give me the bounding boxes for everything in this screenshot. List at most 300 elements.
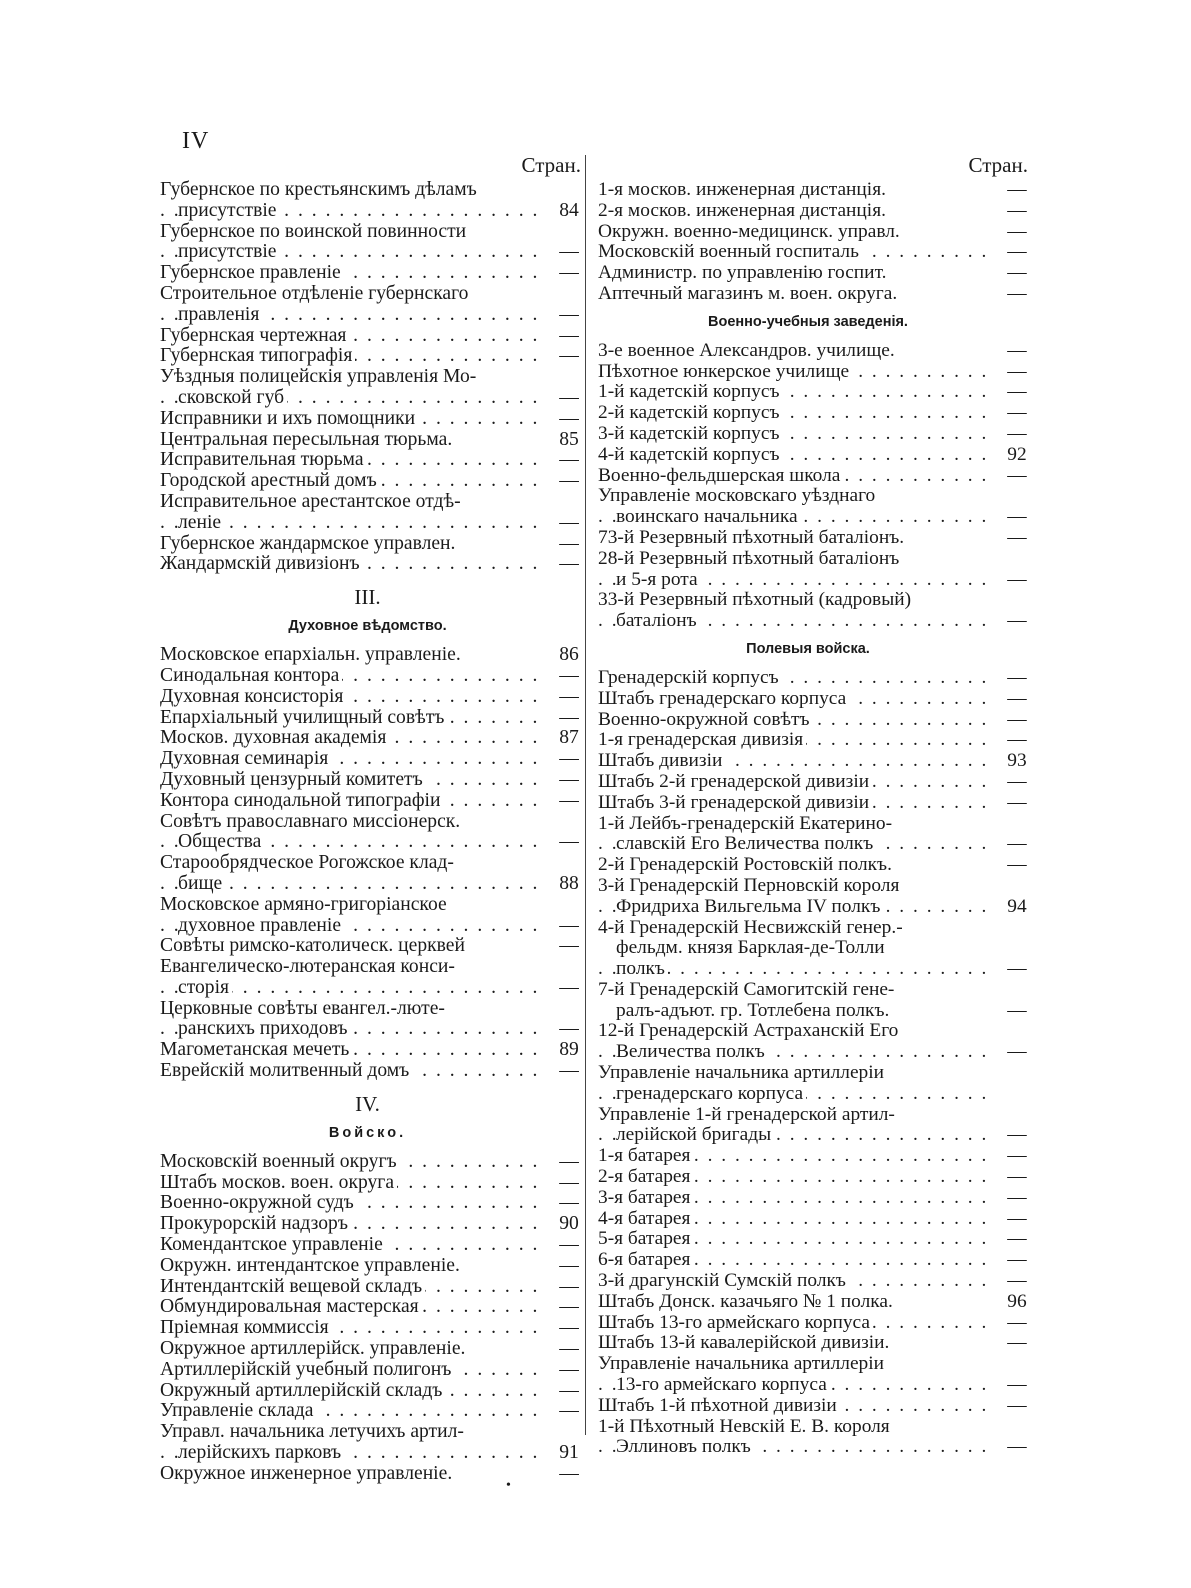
entry-text: Московскій военный госпиталь <box>598 242 862 262</box>
entry-text: 3-й Гренадерскій Перновскій короля <box>598 875 902 896</box>
entry-text: 1-й Лейбъ-гренадерскій Екатерино- <box>598 813 895 834</box>
entry-title <box>160 957 543 999</box>
entry-text: Контора синодальной типографіи <box>160 791 443 811</box>
entry-title <box>160 1040 543 1061</box>
index-entry <box>598 1249 1027 1271</box>
entry-text: Штабъ москов. воен. округа <box>160 1173 397 1193</box>
entry-line <box>598 611 994 632</box>
page-ref: — <box>559 241 579 263</box>
page-ref: 90 <box>559 1213 579 1235</box>
entry-text: Центральная пересыльная тюрьма. <box>160 430 455 450</box>
page-ref: — <box>559 1171 579 1193</box>
entry-title <box>598 1146 994 1167</box>
index-entry <box>598 791 1027 814</box>
entry-text: Исправники и ихъ помощники <box>160 409 418 429</box>
page-ref: — <box>1007 381 1027 403</box>
entry-text: 13-го армейскаго корпуса <box>616 1375 830 1395</box>
entry-title <box>598 403 994 424</box>
index-entry <box>160 893 579 937</box>
index-entry <box>160 1192 579 1214</box>
entry-line <box>598 1021 994 1042</box>
entry-title <box>598 549 994 591</box>
page-ref: — <box>1007 262 1027 284</box>
entry-title <box>160 791 543 812</box>
page-ref: — <box>1007 729 1027 751</box>
entry-text: 28-й Резервный пѣхотный баталіонъ <box>598 548 902 569</box>
entry-line <box>598 1125 994 1146</box>
index-entry <box>160 1234 579 1256</box>
entry-text: Духовная семинарія <box>160 749 331 769</box>
entry-title <box>160 728 543 749</box>
entry-line <box>160 492 543 513</box>
entry-text: Московское епархіальн. управленіе. <box>160 645 464 665</box>
entry-title <box>598 1292 994 1313</box>
entry-text: 33-й Резервный пѣхотный (кадровый) <box>598 589 914 610</box>
entry-text: лерійскихъ парковъ <box>178 1443 344 1463</box>
page-ref: — <box>559 789 579 811</box>
entry-title <box>598 1333 994 1354</box>
entry-text: сковской губ <box>178 388 287 408</box>
entry-text: Еврейскій молитвенный домъ <box>160 1061 412 1081</box>
entry-title <box>598 1188 994 1209</box>
section-heading: Полевыя войска. <box>746 640 870 657</box>
page-ref: — <box>1007 402 1027 424</box>
entry-text: Старообрядческое Рогожское клад- <box>160 852 457 873</box>
entry-title <box>160 812 543 854</box>
entry-title <box>598 980 994 1022</box>
page-ref: — <box>559 706 579 728</box>
entry-text: славскій Его Величества полкъ <box>616 834 876 854</box>
entry-title <box>160 1277 543 1298</box>
page-ref: — <box>559 532 579 554</box>
entry-text: 6-я батарея <box>598 1250 693 1270</box>
entry-text: Губернское правленіе <box>160 263 344 283</box>
entry-text: сторія <box>178 978 232 998</box>
entry-title <box>598 466 994 487</box>
page-column-label: Стран. <box>521 153 581 177</box>
entry-text: 3-я батарея <box>598 1188 693 1208</box>
entry-title <box>160 1297 543 1318</box>
entry-title <box>598 1063 994 1105</box>
index-entry <box>160 685 579 708</box>
page-ref: — <box>559 262 579 284</box>
entry-text: Окружн. военно-медицинск. управл. <box>598 222 903 242</box>
entry-title <box>598 382 994 403</box>
right-index-list <box>598 179 1027 1458</box>
entry-text: 4-й Гренадерскій Несвижскій генер.- <box>598 917 906 938</box>
index-entry <box>160 179 579 222</box>
page-ref: — <box>1007 241 1027 263</box>
entry-line <box>160 874 543 895</box>
page-ref: — <box>1007 1207 1027 1229</box>
page-ref: — <box>1007 1249 1027 1271</box>
index-entry <box>598 666 1027 689</box>
entry-title <box>160 471 543 492</box>
entry-text: Военно-окружной судъ <box>160 1193 357 1213</box>
entry-line <box>598 980 994 1001</box>
page-ref: 87 <box>559 727 579 749</box>
entry-title <box>160 1193 543 1214</box>
entry-title <box>160 284 543 326</box>
entry-title <box>598 341 994 362</box>
entry-text: Величества полкъ <box>616 1042 768 1062</box>
entry-line <box>160 812 543 833</box>
index-entry <box>598 547 1027 591</box>
entry-text: Епархіальный училищный совѣтъ <box>160 708 447 728</box>
entry-text: Москов. духовная академія <box>160 728 389 748</box>
entry-title <box>598 855 994 876</box>
entry-line <box>598 1354 994 1375</box>
entry-title <box>160 999 543 1041</box>
page-ref: — <box>1007 833 1027 855</box>
entry-text: Церковные совѣты евангел.-люте- <box>160 998 448 1019</box>
entry-text: Штабъ гренадерскаго корпуса <box>598 689 849 709</box>
entry-title <box>598 486 994 528</box>
entry-line <box>160 916 543 937</box>
entry-title <box>598 918 994 980</box>
index-entry <box>598 812 1027 856</box>
index-entry <box>598 464 1027 487</box>
entry-line <box>160 305 543 326</box>
entry-text: Обмундировальная мастерская <box>160 1297 422 1317</box>
entry-title <box>598 1354 994 1396</box>
entry-title <box>598 1209 994 1230</box>
entry-text: леніе <box>178 513 224 533</box>
page-ref: — <box>1007 999 1027 1021</box>
section-heading: Военно-учебныя заведенія. <box>708 313 908 330</box>
index-entry <box>160 956 579 999</box>
entry-text: Московское армяно-григоріанское <box>160 894 450 915</box>
index-entry <box>598 708 1027 731</box>
page-ref: — <box>559 685 579 707</box>
entry-line <box>598 1084 994 1105</box>
page-ref: 89 <box>559 1039 579 1061</box>
index-entry <box>598 339 1027 362</box>
page-ref: 91 <box>559 1442 579 1464</box>
entry-text: Штабъ 1-й пѣхотной дивизіи <box>598 1396 840 1416</box>
entry-text: Артиллерійскій учебный полигонъ <box>160 1360 454 1380</box>
page-ref: — <box>1007 791 1027 813</box>
page-ref: — <box>1007 360 1027 382</box>
entry-title <box>160 1360 543 1381</box>
index-entry <box>598 1228 1027 1250</box>
entry-text: Евангелическо-лютеранская конси- <box>160 956 458 977</box>
page-ref: — <box>1007 1186 1027 1208</box>
entry-line <box>160 832 543 853</box>
entry-text: 1-я москов. инженерная дистанція. <box>598 180 889 200</box>
index-entry <box>160 282 579 326</box>
entry-title <box>598 362 994 383</box>
entry-line <box>160 1019 543 1040</box>
index-entry <box>598 1332 1027 1354</box>
page-ref: — <box>1007 1436 1027 1458</box>
page-ref: — <box>559 1358 579 1380</box>
entry-text: 2-й кадетскій корпусъ <box>598 403 782 423</box>
section-number: III. <box>354 585 381 610</box>
page-column-label: Стран. <box>968 153 1028 177</box>
entry-text: Исправительная тюрьма <box>160 450 367 470</box>
index-entry <box>160 1400 579 1422</box>
entry-line <box>160 999 543 1020</box>
index-entry <box>160 220 579 264</box>
index-entry <box>598 262 1027 284</box>
entry-line <box>160 180 543 201</box>
entry-text: Синодальная контора <box>160 666 342 686</box>
entry-title <box>160 687 543 708</box>
entry-text: Военно-окружной совѣтъ <box>598 710 813 730</box>
entry-title <box>160 180 543 222</box>
entry-line <box>160 388 543 409</box>
entry-text: духовное правленіе <box>178 916 344 936</box>
entry-text: Управл. начальника летучихъ артил- <box>160 1421 467 1442</box>
page-ref: — <box>1007 199 1027 221</box>
page-ref: — <box>1007 1145 1027 1167</box>
index-entry <box>160 1421 579 1464</box>
entry-line <box>160 957 543 978</box>
index-entry <box>598 687 1027 710</box>
index-entry <box>160 553 579 575</box>
index-entry <box>598 1166 1027 1188</box>
entry-text: Совѣтъ православнаго миссіонерск. <box>160 811 463 832</box>
print-mark: • <box>506 1478 511 1493</box>
index-entry <box>160 1254 579 1277</box>
entry-text: Губернская чертежная <box>160 326 349 346</box>
entry-title <box>160 222 543 264</box>
page-ref: — <box>559 470 579 492</box>
index-entry <box>160 1213 579 1235</box>
entry-title <box>598 528 994 549</box>
entry-title <box>160 1381 543 1402</box>
index-entry <box>598 1415 1027 1459</box>
index-entry <box>598 282 1027 305</box>
index-entry <box>598 1270 1027 1292</box>
index-entry <box>160 1150 579 1173</box>
entry-text: Окружное артиллерійск. управленіе. <box>160 1339 468 1359</box>
index-entry <box>160 470 579 492</box>
entry-text: 1-я батарея <box>598 1146 693 1166</box>
page-ref: — <box>1007 1041 1027 1063</box>
entry-text: Губернская типографія <box>160 346 355 366</box>
index-entry <box>598 220 1027 243</box>
index-entry <box>160 997 579 1041</box>
page-ref: — <box>559 1400 579 1422</box>
entry-title <box>598 751 994 772</box>
page-ref: 86 <box>559 644 579 666</box>
page-ref: — <box>1007 179 1027 200</box>
index-entry <box>598 199 1027 222</box>
entry-line <box>598 1437 994 1458</box>
entry-title <box>160 450 543 471</box>
entry-line <box>598 814 994 835</box>
page-ref: — <box>1007 1394 1027 1416</box>
entry-line <box>598 959 994 980</box>
entry-title <box>160 1152 543 1173</box>
entry-title <box>160 534 543 555</box>
entry-title <box>598 1105 994 1147</box>
entry-text: ранскихъ приходовъ <box>178 1019 350 1039</box>
entry-title <box>160 1173 543 1194</box>
entry-text: 3-е военное Александров. училище. <box>598 341 898 361</box>
page-ref: — <box>1007 610 1027 632</box>
section-number: IV. <box>355 1091 380 1116</box>
entry-line <box>598 1063 994 1084</box>
entry-text: ралъ-адъют. гр. Тотлебена полкъ. <box>616 1001 892 1021</box>
page-ref: — <box>559 1254 579 1276</box>
entry-title <box>160 554 543 575</box>
page-ref: — <box>559 664 579 686</box>
index-entry <box>160 428 579 451</box>
entry-title <box>598 1396 994 1417</box>
entry-title <box>598 180 994 201</box>
page-ref: — <box>559 511 579 533</box>
entry-text: Штабъ 13-й кавалерійской дивизіи. <box>598 1333 892 1353</box>
entry-title <box>160 1235 543 1256</box>
page-ref: — <box>1007 1374 1027 1396</box>
entry-text: Интендантскій вещевой складъ <box>160 1277 425 1297</box>
entry-text: 3-й кадетскій корпусъ <box>598 424 782 444</box>
entry-line <box>598 876 994 897</box>
page-ref: — <box>559 831 579 853</box>
entry-text: и 5-я рота <box>616 570 701 590</box>
right-column <box>598 150 1028 1458</box>
entry-title <box>598 1313 994 1334</box>
page-ref: — <box>559 1317 579 1339</box>
entry-text: Аптечный магазинъ м. воен. округа. <box>598 284 900 304</box>
entry-text: Губернское жандармское управлен. <box>160 534 458 554</box>
page-ref: 88 <box>559 872 579 894</box>
entry-title <box>160 936 543 957</box>
page-ref: — <box>559 324 579 346</box>
entry-text: баталіонъ <box>616 611 700 631</box>
entry-text: Уѣздныя полицейскія управленія Мо- <box>160 366 479 387</box>
entry-text: Губернское по воинской повинности <box>160 221 469 242</box>
section-heading: Войско. <box>328 1124 407 1141</box>
index-entry <box>598 770 1027 793</box>
entry-title <box>598 1229 994 1250</box>
entry-text: Окружное инженерное управленіе. <box>160 1464 455 1484</box>
index-entry <box>598 854 1027 876</box>
index-entry <box>160 727 579 749</box>
page-ref: — <box>559 407 579 429</box>
entry-text: Штабъ дивизіи <box>598 751 725 771</box>
page-ref: — <box>1007 687 1027 709</box>
entry-line <box>598 1375 994 1396</box>
index-entry <box>160 345 579 367</box>
entry-text: Духовный цензурный комитетъ <box>160 770 426 790</box>
page-ref: — <box>559 1296 579 1318</box>
index-entry <box>598 1311 1027 1334</box>
entry-title <box>598 242 994 263</box>
entry-text: 2-я москов. инженерная дистанція. <box>598 201 889 221</box>
entry-text: Московскій военный округъ <box>160 1152 400 1172</box>
index-entry <box>160 768 579 791</box>
entry-line <box>160 1422 543 1443</box>
page-ref: — <box>1007 464 1027 486</box>
entry-title <box>160 749 543 770</box>
page-ref: — <box>559 914 579 936</box>
entry-title <box>160 1214 543 1235</box>
entry-text: Прокурорскій надзоръ <box>160 1214 351 1234</box>
entry-text: 4-й кадетскій корпусъ <box>598 445 782 465</box>
entry-text: Комендантское управленіе <box>160 1235 386 1255</box>
page-ref: — <box>559 449 579 471</box>
index-entry <box>160 935 579 957</box>
index-entry <box>598 179 1027 201</box>
index-entry <box>160 1338 579 1360</box>
page-ref: 93 <box>1007 750 1027 772</box>
index-entry <box>598 241 1027 263</box>
index-entry <box>598 360 1027 383</box>
entry-text: Пѣхотное юнкерское училище <box>598 362 852 382</box>
entry-line <box>160 978 543 999</box>
entry-title <box>160 367 543 409</box>
entry-title <box>160 430 543 451</box>
entry-text: 1-й кадетскій корпусъ <box>598 382 782 402</box>
entry-title <box>598 876 994 918</box>
entry-title <box>598 1250 994 1271</box>
index-entry <box>160 490 579 534</box>
entry-title <box>160 1464 543 1485</box>
page-ref: — <box>559 303 579 325</box>
entry-text: Общества <box>178 832 264 852</box>
entry-text: 7-й Гренадерскій Самогитскій гене- <box>598 979 897 1000</box>
entry-text: Духовная консисторія <box>160 687 346 707</box>
index-entry <box>160 1296 579 1318</box>
entry-text: Гренадерскій корпусъ <box>598 668 782 688</box>
index-entry <box>598 916 1027 980</box>
page-ref: — <box>1007 854 1027 876</box>
page-ref: 96 <box>1007 1290 1027 1312</box>
index-entry <box>598 1394 1027 1417</box>
entry-text: 5-я батарея <box>598 1229 693 1249</box>
page-ref: — <box>559 976 579 998</box>
entry-text: 12-й Гренадерскій Астраханскій Его <box>598 1020 901 1041</box>
page-ref: 92 <box>1007 443 1027 465</box>
entry-text: 1-й Пѣхотный Невскій Е. В. короля <box>598 1416 893 1437</box>
index-entry <box>160 366 579 409</box>
page-ref: — <box>1007 958 1027 980</box>
page-ref: — <box>1007 1270 1027 1292</box>
page-number: IV <box>182 128 210 154</box>
entry-line <box>160 895 543 916</box>
entry-title <box>598 590 994 632</box>
index-entry <box>598 750 1027 772</box>
page-ref: — <box>559 553 579 575</box>
entry-text: 2-я батарея <box>598 1167 693 1187</box>
left-column <box>160 150 581 1485</box>
entry-text: 2-й Гренадерскій Ростовскій полкъ. <box>598 855 895 875</box>
page-ref: — <box>1007 1124 1027 1146</box>
entry-line <box>598 1042 994 1063</box>
index-entry <box>160 449 579 471</box>
page-ref: — <box>559 1192 579 1214</box>
entry-title <box>160 895 543 937</box>
entry-title <box>598 710 994 731</box>
entry-title <box>160 645 543 666</box>
index-entry <box>598 485 1027 528</box>
page-ref: — <box>1007 666 1027 688</box>
entry-title <box>160 409 543 430</box>
index-entry <box>160 789 579 812</box>
entry-text: Губернское по крестьянскимъ дѣламъ <box>160 179 480 200</box>
index-entry <box>598 1103 1027 1147</box>
page-ref: — <box>1007 1311 1027 1333</box>
entry-text: Эллиновъ полкъ <box>616 1437 754 1457</box>
entry-title <box>598 689 994 710</box>
entry-text: Управленіе склада <box>160 1401 316 1421</box>
page-ref: 85 <box>559 428 579 450</box>
page-ref: — <box>559 386 579 408</box>
